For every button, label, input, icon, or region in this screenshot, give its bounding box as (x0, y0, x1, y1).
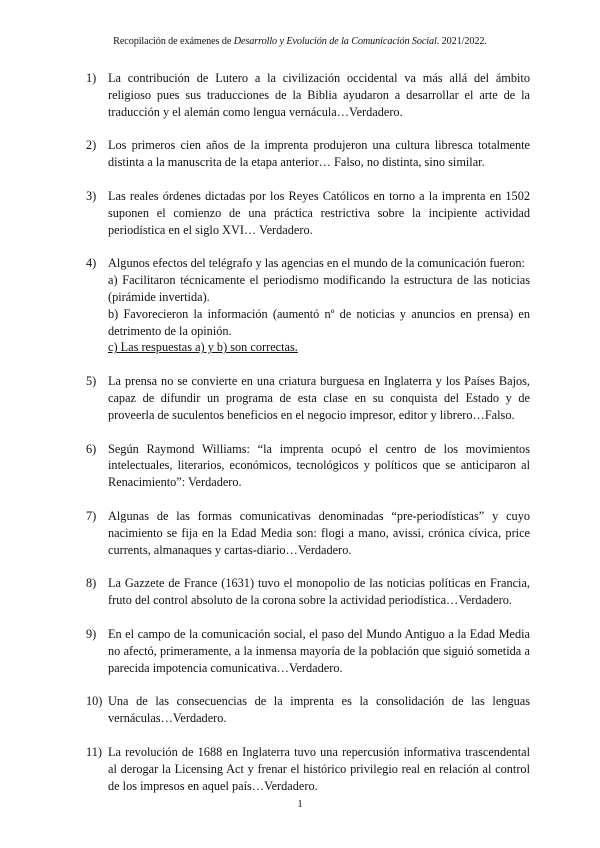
list-item (86, 188, 530, 238)
item-number: 6) (86, 441, 97, 456)
list-item (86, 508, 530, 558)
option-a: a) Facilitaron técnicamente el periodismo modificando la estructura de las noticias (pirámide invertida). (108, 273, 530, 304)
list-item (86, 255, 530, 356)
list-item (86, 744, 530, 794)
option-c-answer: c) Las respuestas a) y b) son correctas. (108, 340, 298, 355)
item-number: 7) (86, 508, 97, 523)
item-number: 9) (86, 626, 97, 641)
item-number: 5) (86, 374, 97, 389)
item-text: La contribución de Lutero a la civilización occidental va más allá del ámbito religioso pues sus traducciones de la Biblia ayudaron a desarrollar el arte de la traducción y el alemán como lengua vernácula…Verdadero. (108, 71, 530, 119)
item-number: 11) (86, 744, 102, 759)
item-number: 3) (86, 188, 97, 203)
item-body (108, 255, 530, 356)
item-number: 10) (86, 694, 103, 709)
list-item (86, 137, 530, 171)
header-subject: Desarrollo y Evolución de la Comunicación Social (233, 36, 437, 47)
item-text: Los primeros cien años de la imprenta produjeron una cultura libresca totalmente distinta a la manuscrita de la etapa anterior… Falso, no distinta, sino similar. (108, 138, 530, 170)
list-item (86, 575, 530, 609)
list-item (86, 373, 530, 423)
item-number: 4) (86, 256, 97, 271)
question-list (86, 70, 530, 811)
item-text: La prensa no se convierte en una criatura burguesa en Inglaterra y los Países Bajos, capaz de difundir un programa de esta clase en su conquista del Estado y de proveerla de suculentos beneficios en el negocio impresor, editor y librero…Falso. (108, 374, 530, 422)
page-header (0, 36, 600, 47)
item-text: En el campo de la comunicación social, el paso del Mundo Antiguo a la Edad Media no afectó, primeramente, a la inmensa mayoría de la población que siguió sometida a parecida impotencia comunicativa…Verdadero. (108, 626, 530, 675)
item-number: 8) (86, 576, 97, 591)
option-b: b) Favorecieron la información (aumentó nº de noticias y anuncios en prensa) en detrimento de la opinión. (108, 306, 530, 338)
item-text: La Gazzete de France (1631) tuvo el monopolio de las noticias políticas en Francia, fruto del control absoluto de la corona sobre la actividad periodística…Verdadero. (108, 576, 530, 608)
list-item (86, 441, 530, 491)
item-number: 2) (86, 138, 97, 153)
item-text: Según Raymond Williams: “la imprenta ocupó el centro de los movimientos intelectuales, literarios, económicos, tecnológicos y políticos que se anticiparon al Renacimiento”: Verdadero. (108, 441, 530, 490)
item-text: La revolución de 1688 en Inglaterra tuvo una repercusión informativa trascendental al derogar la Licensing Act y frenar el histórico privilegio real en relación al control de los impresos en aquel país…Verdadero. (108, 744, 530, 793)
list-item (86, 693, 530, 727)
item-number: 1) (86, 71, 97, 85)
item-text: Una de las consecuencias de la imprenta es la consolidación de las lenguas vernáculas…Verdadero. (108, 694, 530, 726)
list-item (86, 70, 530, 120)
item-text: Algunas de las formas comunicativas denominadas “pre-periodísticas” y cuyo nacimiento se fija en la Edad Media son: flogi a mano, avissi, crónica cívica, price currents, almanaques y cartas-diario…Verdadero. (108, 508, 530, 557)
item-text: Las reales órdenes dictadas por los Reyes Católicos en torno a la imprenta en 1502 suponen el comienzo de una práctica restrictiva sobre la incipiente actividad periodística en el siglo XVI… Verdadero. (108, 188, 530, 237)
item-text: Algunos efectos del telégrafo y las agencias en el mundo de la comunicación fueron: (108, 256, 525, 271)
header-suffix: . 2021/2022. (436, 36, 487, 47)
list-item (86, 626, 530, 676)
page-number: 1 (297, 798, 303, 810)
header-prefix: Recopilación de exámenes de (113, 36, 234, 47)
